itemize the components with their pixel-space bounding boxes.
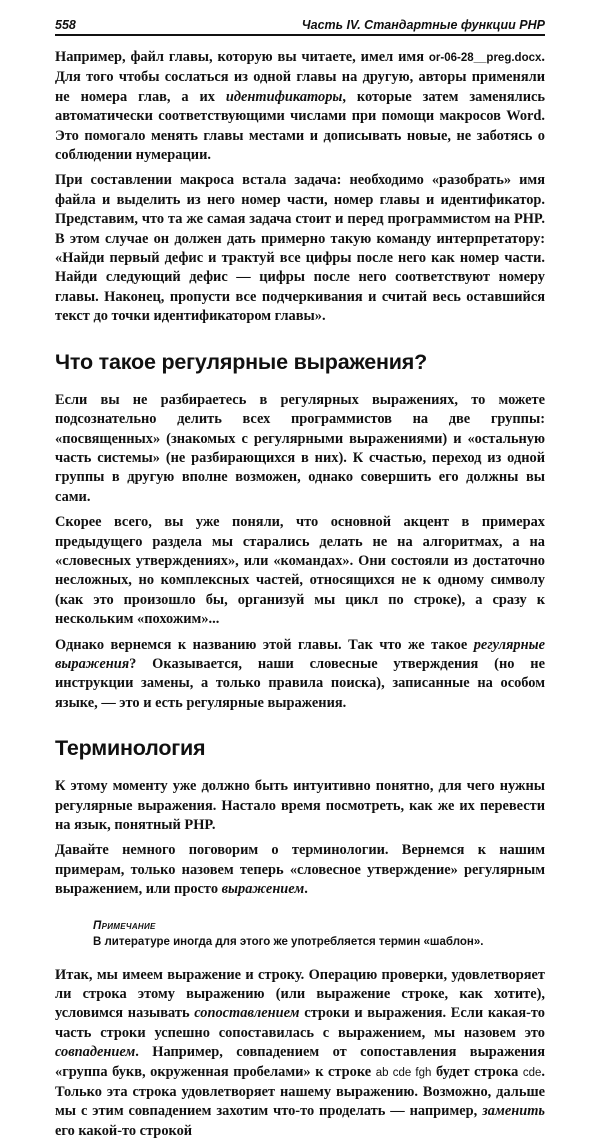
- book-page: [55, 14, 545, 1147]
- text-run: Например, файл главы, которую вы читаете, имел имя: [55, 49, 429, 65]
- section-heading-terminology: Терминология: [55, 736, 206, 761]
- paragraph-macro-task: При составлении макроса встала задача: необходимо «разобрать» имя файла и выделить из него номер части, номер главы и идентификатор. Представим, что та же самая задача стоит и перед программистом на PHP. В этом случае он должен дать примерно такую команду интерпретатору: «Найди первый дефис и трактуй все цифры после него как номер части. Найди следующий дефис — цифры после него соответствуют номеру главы. Наконец, пропусти все подчеркивания и считай весь оставшийся текст до точки идентификатором главы».: [55, 172, 545, 325]
- note-text: В литературе иногда для этого же употребляется термин «шаблон».: [93, 935, 484, 948]
- text-run: . Только эта строка удовлетворяет нашему выражению. Возможно, дальше мы с этим совпадением захотим что-то проделать — например,: [55, 1063, 545, 1120]
- emphasis-term: сопоставлением: [194, 1005, 300, 1022]
- note-title: Примечание: [93, 919, 156, 932]
- text-run: . Например, совпадением от сопоставления выражения «группа букв, окруженная пробелами» к строке: [55, 1044, 545, 1080]
- running-title: Часть IV. Стандартные функции PHP: [301, 18, 545, 32]
- text-run: будет строка: [431, 1063, 523, 1080]
- emphasis-term: выражением: [221, 881, 305, 898]
- note-box: [93, 918, 545, 950]
- text-run: .: [304, 881, 308, 898]
- paragraph-intuition: К этому моменту уже должно быть интуитивно понятно, для чего нужны регулярные выражения. Настало время посмотреть, как же их перевести на язык, понятный PHP.: [55, 778, 545, 833]
- text-run: ? Оказывается, наши словесные утверждения (но не инструкции замены, а только правила поиска), записанные на особом языке, — это и есть регулярные выражения.: [55, 655, 545, 711]
- emphasis-term: совпадением: [55, 1044, 136, 1061]
- filename-code: or-06-28__preg.docx: [428, 52, 542, 64]
- page-number: 558: [55, 18, 76, 32]
- text-run: Итак, мы имеем выражение и строку. Операцию проверки, удовлетворяет ли строка этому выражению (или выражение строке, как хотите), условимся называть: [55, 966, 545, 1022]
- inline-code: cde: [522, 1066, 542, 1079]
- paragraph-matching: [55, 966, 545, 1142]
- emphasis-term: заменить: [482, 1103, 545, 1120]
- emphasis-term: регулярные выражения: [55, 636, 545, 672]
- running-header: [55, 14, 545, 36]
- inline-code: ab cde fgh: [375, 1066, 432, 1079]
- text-run: , которые затем заменялись автоматически соответствующими числами при помощи макросов Word. Это помогало менять главы местами и дописывать новые, не заботясь о соблюдении нумерации.: [55, 88, 545, 164]
- emphasis-term: идентификаторы: [225, 88, 343, 105]
- paragraph-terminology: [55, 841, 545, 899]
- paragraph-two-groups: Если вы не разбираетесь в регулярных выражениях, то можете подсознательно делить всех программистов на две группы: «посвященных» (знакомых с регулярными выражениями) и «остальную часть системы» (не разбирающихся в них). К счастью, переход из одной группы в другую вполне возможен, однако совершить его должны вы сами.: [55, 391, 545, 505]
- text-run: его какой-то строкой: [55, 1122, 193, 1139]
- text-run: Давайте немного поговорим о терминологии. Вернемся к нашим примерам, только назовем теперь «словесное утверждение» регулярным выражением, или просто: [55, 842, 545, 898]
- paragraph-filename-example: [55, 48, 545, 165]
- text-run: . Для того чтобы сослаться из одной главы на другую, авторы применяли не номера глав, а их: [55, 49, 545, 105]
- text-run: Однако вернемся к названию этой главы. Так что же такое: [55, 636, 474, 653]
- section-heading-what-are-regex: Что такое регулярные выражения?: [55, 349, 428, 374]
- text-run: строки и выражения. Если какая-то часть строки успешно сопоставилась с выражением, мы назовем это: [55, 1005, 546, 1041]
- paragraph-verbal-statements: Скорее всего, вы уже поняли, что основной акцент в примерах предыдущего раздела мы старались делать не на алгоритмах, а на «словесных утверждениях», или «командах». Они состояли из достаточно несложных, но комплексных частей, относящихся не к одному символу (как это произошло бы, организуй мы цикл по строке), а сразу к нескольким «похожим»...: [55, 514, 545, 628]
- paragraph-regex-definition: [55, 636, 545, 714]
